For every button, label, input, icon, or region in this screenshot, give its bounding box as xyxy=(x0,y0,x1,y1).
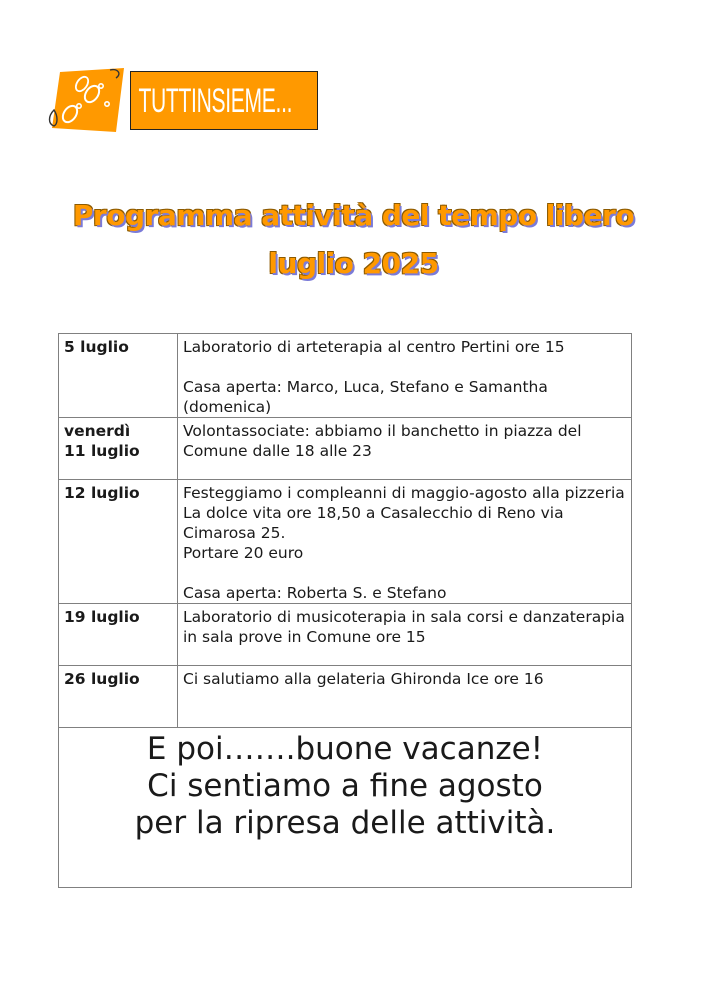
activity-text: Festeggiamo i compleanni di maggio-agosto alla pizzeria La dolce vita ore 18,50 a Casalecchio di Reno via Cimarosa 25. xyxy=(183,484,625,542)
activity-cell xyxy=(178,666,632,728)
date-cell xyxy=(59,334,178,418)
brand-name: TUTTINSIEME... xyxy=(138,81,293,120)
table-row xyxy=(59,480,632,604)
table-row xyxy=(59,666,632,728)
date-cell xyxy=(59,480,178,604)
activity-cell xyxy=(178,334,632,418)
date-cell xyxy=(59,604,178,666)
activity-cell xyxy=(178,480,632,604)
logo xyxy=(46,66,326,136)
table-row xyxy=(59,418,632,480)
closing-line-3: per la ripresa delle attività. xyxy=(134,805,556,841)
footprints-icon xyxy=(46,66,124,134)
date-label: 5 luglio xyxy=(64,338,129,356)
date-cell xyxy=(59,418,178,480)
date-cell xyxy=(59,666,178,728)
schedule-table xyxy=(58,333,632,888)
brand-box xyxy=(130,71,318,130)
table-row xyxy=(59,604,632,666)
page-title xyxy=(0,192,707,288)
activity-text: Casa aperta: Marco, Luca, Stefano e Samantha (domenica) xyxy=(183,378,548,416)
activity-text: Laboratorio di musicoterapia in sala corsi e danzaterapia in sala prove in Comune ore 15 xyxy=(183,608,625,646)
closing-line-1: E poi…….buone vacanze! xyxy=(146,731,544,767)
activity-cell xyxy=(178,418,632,480)
date-label: 26 luglio xyxy=(64,670,140,688)
activity-text: Volontassociate: abbiamo il banchetto in piazza del Comune dalle 18 alle 23 xyxy=(183,422,582,460)
date-weekday: venerdì xyxy=(64,422,131,440)
date-label: 19 luglio xyxy=(64,608,140,626)
title-line-2: luglio 2025 xyxy=(268,247,439,280)
closing-message xyxy=(59,728,632,888)
closing-line-2: Ci sentiamo a fine agosto xyxy=(147,768,543,804)
table-row xyxy=(59,334,632,418)
date-label: 12 luglio xyxy=(64,484,140,502)
activity-text: Laboratorio di arteterapia al centro Pertini ore 15 xyxy=(183,338,565,356)
activity-text: Ci salutiamo alla gelateria Ghironda Ice ore 16 xyxy=(183,670,544,688)
activity-text: Casa aperta: Roberta S. e Stefano xyxy=(183,584,447,602)
title-line-1: Programma attività del tempo libero xyxy=(72,199,635,232)
activity-cell xyxy=(178,604,632,666)
date-label: 11 luglio xyxy=(64,442,140,460)
closing-row xyxy=(59,728,632,888)
activity-note: Portare 20 euro xyxy=(183,544,304,562)
